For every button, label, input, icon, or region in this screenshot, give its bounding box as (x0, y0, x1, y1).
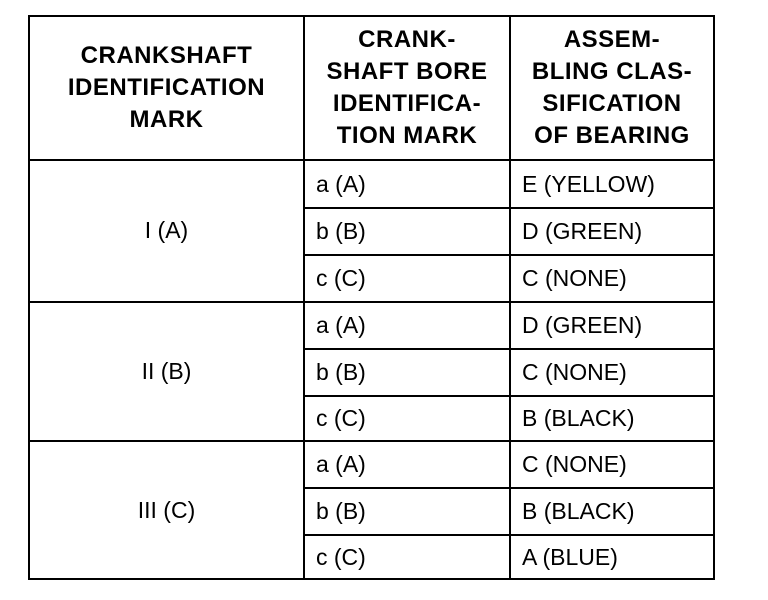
crankshaft-mark-cell: III (C) (137, 496, 196, 523)
header-assembling-classification-of-bearing (511, 17, 713, 159)
crankshaft-mark-cell: II (B) (141, 357, 192, 384)
bearing-class-cell: E (YELLOW) (522, 170, 655, 197)
bearing-class-cell: C (NONE) (522, 359, 627, 385)
header-text: ASSEM- BLING CLAS- SIFICATION OF BEARING (531, 26, 693, 149)
bore-mark-cell: a (A) (316, 312, 366, 338)
bearing-selection-table (28, 15, 715, 580)
bearing-class-cell: D (GREEN) (522, 218, 643, 244)
bore-mark-cell: b (B) (316, 498, 366, 524)
bore-mark-cell: b (B) (316, 359, 366, 385)
bearing-class-cell: D (GREEN) (522, 312, 643, 338)
bore-mark-cell: c (C) (316, 265, 366, 291)
column-divider (509, 17, 511, 578)
header-text: CRANKSHAFT IDENTIFICATION MARK (67, 42, 266, 133)
bore-mark-cell: a (A) (316, 451, 366, 477)
header-crankshaft-identification-mark (30, 17, 303, 159)
bearing-class-cell: B (BLACK) (522, 405, 635, 431)
header-text: CRANK- SHAFT BORE IDENTIFICA- TION MARK (326, 26, 488, 149)
bearing-class-cell: C (NONE) (522, 265, 627, 291)
bearing-class-cell: B (BLACK) (522, 498, 635, 524)
column-divider (303, 17, 305, 578)
bore-mark-cell: c (C) (316, 543, 366, 570)
header-crankshaft-bore-identification-mark (305, 17, 509, 159)
bearing-class-cell: C (NONE) (522, 451, 627, 477)
bore-mark-cell: a (A) (316, 170, 366, 197)
crankshaft-mark-cell: I (A) (144, 217, 189, 243)
bearing-class-cell: A (BLUE) (522, 543, 618, 570)
bore-mark-cell: b (B) (316, 218, 366, 244)
bore-mark-cell: c (C) (316, 405, 366, 431)
